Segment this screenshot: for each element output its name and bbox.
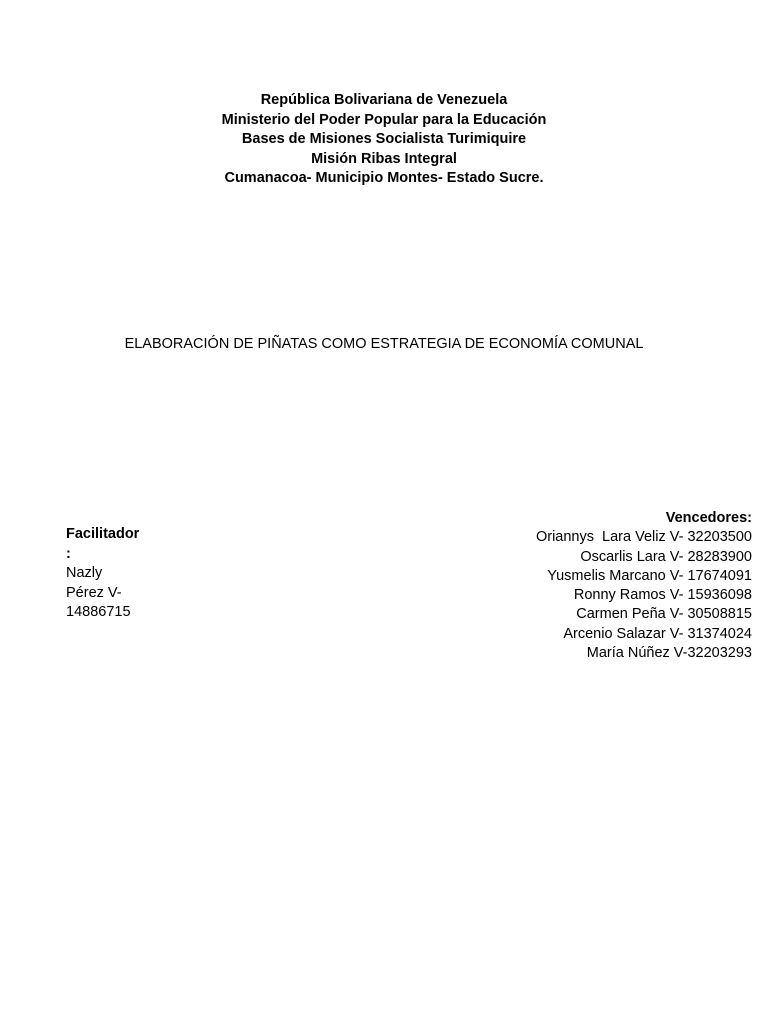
vencedor-item: Arcenio Salazar V- 31374024 <box>563 625 752 642</box>
vencedores-label: Vencedores: <box>665 510 752 526</box>
header-line-mission: Misión Ribas Integral <box>311 150 457 167</box>
vencedor-item: Ronny Ramos V- 15936098 <box>573 587 752 604</box>
header-line-ministry: Ministerio del Poder Popular para la Educación <box>221 111 547 128</box>
vencedores-block <box>332 509 752 663</box>
document-title: ELABORACIÓN DE PIÑATAS COMO ESTRATEGIA DE ECONOMÍA COMUNAL <box>124 336 644 352</box>
header-line-republic: República Bolivariana de Venezuela <box>260 92 508 108</box>
vencedor-item: María Núñez V-32203293 <box>586 645 752 662</box>
vencedor-item: Oscarlis Lara V- 28283900 <box>580 548 752 565</box>
facilitator-label: Facilitador: <box>66 526 140 562</box>
vencedor-item: Oriannys Lara Veliz V- 32203500 <box>535 529 752 546</box>
facilitator-name: Nazly Pérez V-14886715 <box>66 565 131 620</box>
vencedor-item: Carmen Peña V- 30508815 <box>576 606 752 623</box>
vencedor-item: Yusmelis Marcano V- 17674091 <box>547 567 752 584</box>
header-line-location: Cumanacoa- Municipio Montes- Estado Sucre. <box>224 170 544 186</box>
facilitator-block <box>66 525 142 620</box>
institution-header <box>0 91 768 189</box>
header-line-bases: Bases de Misiones Socialista Turimiquire <box>241 131 527 147</box>
